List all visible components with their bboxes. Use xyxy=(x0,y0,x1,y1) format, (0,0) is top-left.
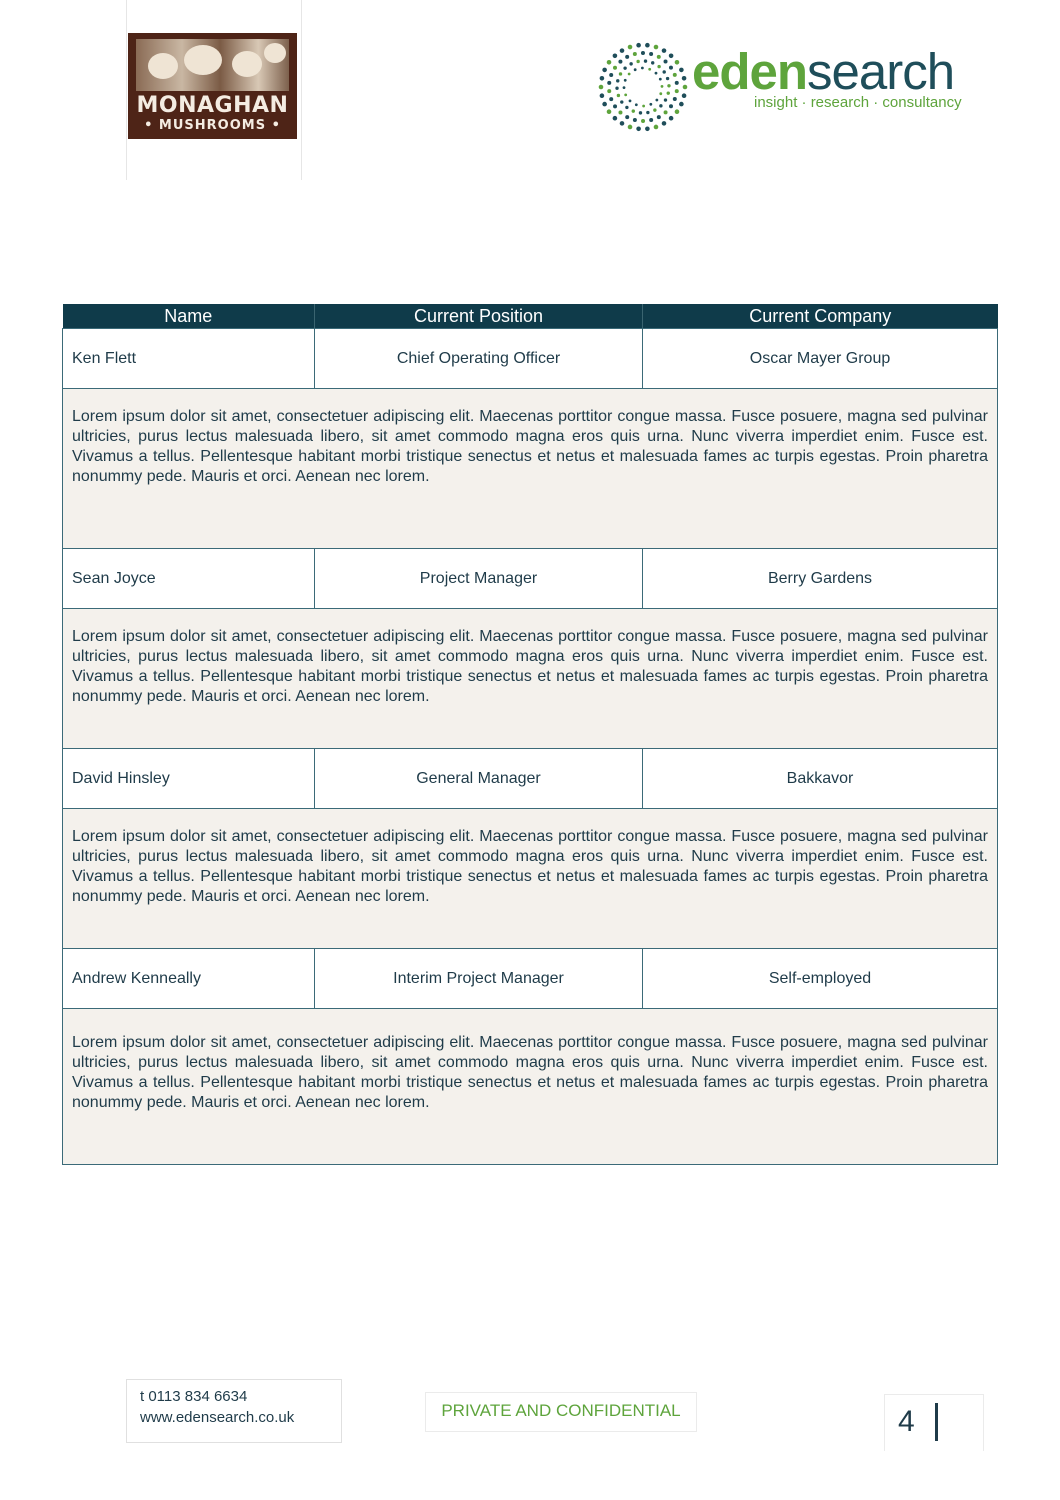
logo-dot xyxy=(607,89,611,93)
table-row-description xyxy=(63,809,998,949)
logo-dot xyxy=(613,53,618,58)
logo-dot xyxy=(602,102,607,107)
table-header-row xyxy=(63,304,998,329)
mushroom-photo xyxy=(136,39,289,91)
candidate-company: Self-employed xyxy=(643,949,998,1009)
logo-dot xyxy=(655,99,658,102)
table-row xyxy=(63,949,998,1009)
table-row xyxy=(63,549,998,609)
logo-dot xyxy=(682,76,687,81)
logo-dot xyxy=(657,65,660,68)
logo-dot xyxy=(655,72,658,75)
edensearch-wordmark: edensearch xyxy=(692,43,955,100)
logo-dot xyxy=(618,110,622,114)
column-header-position: Current Position xyxy=(315,304,643,329)
candidate-company: Bakkavor xyxy=(643,749,998,809)
logo-dot xyxy=(666,77,669,80)
logo-dot xyxy=(654,125,659,130)
logo-word-mushrooms: • MUSHROOMS • xyxy=(144,118,281,133)
logo-dot xyxy=(659,92,662,95)
logo-dot xyxy=(679,68,684,73)
logo-dot xyxy=(609,73,613,77)
logo-dot xyxy=(635,103,638,106)
logo-dot xyxy=(628,73,631,76)
candidate-position: General Manager xyxy=(315,749,643,809)
candidate-description: Lorem ipsum dolor sit amet, consectetuer adipiscing elit. Maecenas porttitor congue massa. Fusce posuere, magna sed pulvinar ultricies, purus lectus malesuada libero, sit amet commodo magna eros quis urna. Nunc viverra imperdiet enim. Fusce est. Vivamus a tellus. Pellentesque habitant morbi tristique senectus et netus et malesuada fames ac turpis egestas. Proin pharetra nonummy pede. Mauris et orci. Aenean nec lorem. xyxy=(63,609,998,749)
column-header-company: Current Company xyxy=(643,304,998,329)
candidate-description: Lorem ipsum dolor sit amet, consectetuer adipiscing elit. Maecenas porttitor congue massa. Fusce posuere, magna sed pulvinar ultricies, purus lectus malesuada libero, sit amet commodo magna eros quis urna. Nunc viverra imperdiet enim. Fusce est. Vivamus a tellus. Pellentesque habitant morbi tristique senectus et netus et malesuada fames ac turpis egestas. Proin pharetra nonummy pede. Mauris et orci. Aenean nec lorem. xyxy=(63,809,998,949)
column-header-name: Name xyxy=(63,304,315,329)
logo-dot xyxy=(613,66,617,70)
logo-dot xyxy=(669,104,673,108)
logo-dot xyxy=(664,110,668,114)
logo-dot xyxy=(618,60,622,64)
logo-dot xyxy=(648,68,651,71)
candidate-position: Interim Project Manager xyxy=(315,949,643,1009)
edensearch-tagline: insight · research · consultancy xyxy=(754,94,962,111)
logo-dot xyxy=(664,60,668,64)
dot-ring-icon xyxy=(596,40,690,134)
logo-dot xyxy=(600,93,605,98)
logo-dot xyxy=(673,73,677,77)
logo-dot xyxy=(675,109,680,114)
logo-dot xyxy=(659,104,662,107)
logo-dot xyxy=(641,67,644,70)
page-number-box xyxy=(884,1394,984,1451)
logo-dot xyxy=(607,109,612,114)
logo-dot xyxy=(616,79,619,82)
logo-dot xyxy=(657,115,661,119)
logo-dot xyxy=(641,119,645,123)
edensearch-logo xyxy=(596,40,976,136)
footer-contact-box xyxy=(126,1379,342,1443)
candidate-position: Chief Operating Officer xyxy=(315,329,643,389)
logo-dot xyxy=(636,60,639,63)
logo-dot xyxy=(629,99,632,102)
logo-dot xyxy=(673,97,677,101)
logo-dot xyxy=(623,66,626,69)
candidate-name: Sean Joyce xyxy=(63,549,315,609)
logo-dot xyxy=(625,106,628,109)
logo-dot xyxy=(644,59,647,62)
logo-dot xyxy=(639,111,642,114)
table-row-description xyxy=(63,1009,998,1165)
candidate-company: Oscar Mayer Group xyxy=(643,329,998,389)
table-row xyxy=(63,329,998,389)
table-row-description xyxy=(63,609,998,749)
logo-dot xyxy=(615,86,618,89)
logo-dot xyxy=(661,85,664,88)
logo-dot xyxy=(649,103,652,106)
logo-dot xyxy=(636,126,641,131)
logo-dot xyxy=(619,72,622,75)
candidate-name: Ken Flett xyxy=(63,329,315,389)
logo-dot xyxy=(628,125,633,130)
logo-dot xyxy=(633,52,637,56)
logo-dot xyxy=(633,118,637,122)
logo-dot xyxy=(645,126,650,131)
logo-dot xyxy=(657,55,661,59)
logo-dot xyxy=(654,45,659,50)
logo-dot xyxy=(679,102,684,107)
logo-word-monaghan: MONAGHAN xyxy=(136,93,289,118)
logo-dot xyxy=(642,105,645,108)
logo-dot xyxy=(636,43,641,48)
candidate-name: Andrew Kenneally xyxy=(63,949,315,1009)
logo-dot xyxy=(669,53,674,58)
logo-dot xyxy=(602,68,607,73)
logo-dot xyxy=(599,85,604,90)
candidate-name: David Hinsley xyxy=(63,749,315,809)
logo-dot xyxy=(683,85,688,90)
table-row-description xyxy=(63,389,998,549)
logo-dot xyxy=(646,111,649,114)
logo-dot xyxy=(667,84,670,87)
logo-dot xyxy=(620,100,623,103)
footer-phone: t 0113 834 6634 xyxy=(140,1388,248,1405)
logo-dot xyxy=(613,116,618,121)
logo-dot xyxy=(649,118,653,122)
logo-dot xyxy=(609,97,613,101)
monaghan-mushrooms-logo xyxy=(128,33,297,139)
candidate-position: Project Manager xyxy=(315,549,643,609)
logo-dot xyxy=(662,48,667,53)
logo-dot xyxy=(617,94,620,97)
logo-dot xyxy=(675,81,679,85)
logo-dot xyxy=(682,93,687,98)
logo-dot xyxy=(624,79,627,82)
logo-dot xyxy=(664,98,667,101)
logo-dot xyxy=(632,109,635,112)
logo-dot xyxy=(669,116,674,121)
logo-dot xyxy=(634,68,637,71)
logo-dot xyxy=(667,91,670,94)
logo-dot xyxy=(663,70,666,73)
logo-dot xyxy=(649,52,653,56)
logo-dot xyxy=(620,48,625,53)
page-number: 4 xyxy=(898,1405,915,1438)
table-row xyxy=(63,749,998,809)
logo-dot xyxy=(628,45,633,50)
logo-dot xyxy=(623,86,626,89)
logo-dot xyxy=(625,55,629,59)
page-number-divider xyxy=(935,1403,938,1441)
logo-dot xyxy=(629,62,632,65)
candidate-description: Lorem ipsum dolor sit amet, consectetuer adipiscing elit. Maecenas porttitor congue massa. Fusce posuere, magna sed pulvinar ultricies, purus lectus malesuada libero, sit amet commodo magna eros quis urna. Nunc viverra imperdiet enim. Fusce est. Vivamus a tellus. Pellentesque habitant morbi tristique senectus et netus et malesuada fames ac turpis egestas. Proin pharetra nonummy pede. Mauris et orci. Aenean nec lorem. xyxy=(63,1009,998,1165)
logo-dot xyxy=(607,81,611,85)
logo-dot xyxy=(675,89,679,93)
logo-dot xyxy=(659,78,662,81)
logo-dot xyxy=(607,60,612,65)
footer-website-link[interactable]: www.edensearch.co.uk xyxy=(140,1409,295,1426)
candidates-table xyxy=(62,304,998,1165)
logo-dot xyxy=(625,115,629,119)
logo-dot xyxy=(641,51,645,55)
logo-dot xyxy=(613,104,617,108)
logo-dot xyxy=(651,61,654,64)
logo-dot xyxy=(624,93,627,96)
logo-dot xyxy=(675,60,680,65)
logo-dot xyxy=(653,108,656,111)
candidate-description: Lorem ipsum dolor sit amet, consectetuer adipiscing elit. Maecenas porttitor congue massa. Fusce posuere, magna sed pulvinar ultricies, purus lectus malesuada libero, sit amet commodo magna eros quis urna. Nunc viverra imperdiet enim. Fusce est. Vivamus a tellus. Pellentesque habitant morbi tristique senectus et netus et malesuada fames ac turpis egestas. Proin pharetra nonummy pede. Mauris et orci. Aenean nec lorem. xyxy=(63,389,998,549)
logo-dot xyxy=(600,76,605,81)
logo-dot xyxy=(669,66,673,70)
logo-dot xyxy=(620,121,625,126)
confidential-label: PRIVATE AND CONFIDENTIAL xyxy=(425,1392,697,1432)
logo-dot xyxy=(662,121,667,126)
candidate-company: Berry Gardens xyxy=(643,549,998,609)
logo-dot xyxy=(645,43,650,48)
